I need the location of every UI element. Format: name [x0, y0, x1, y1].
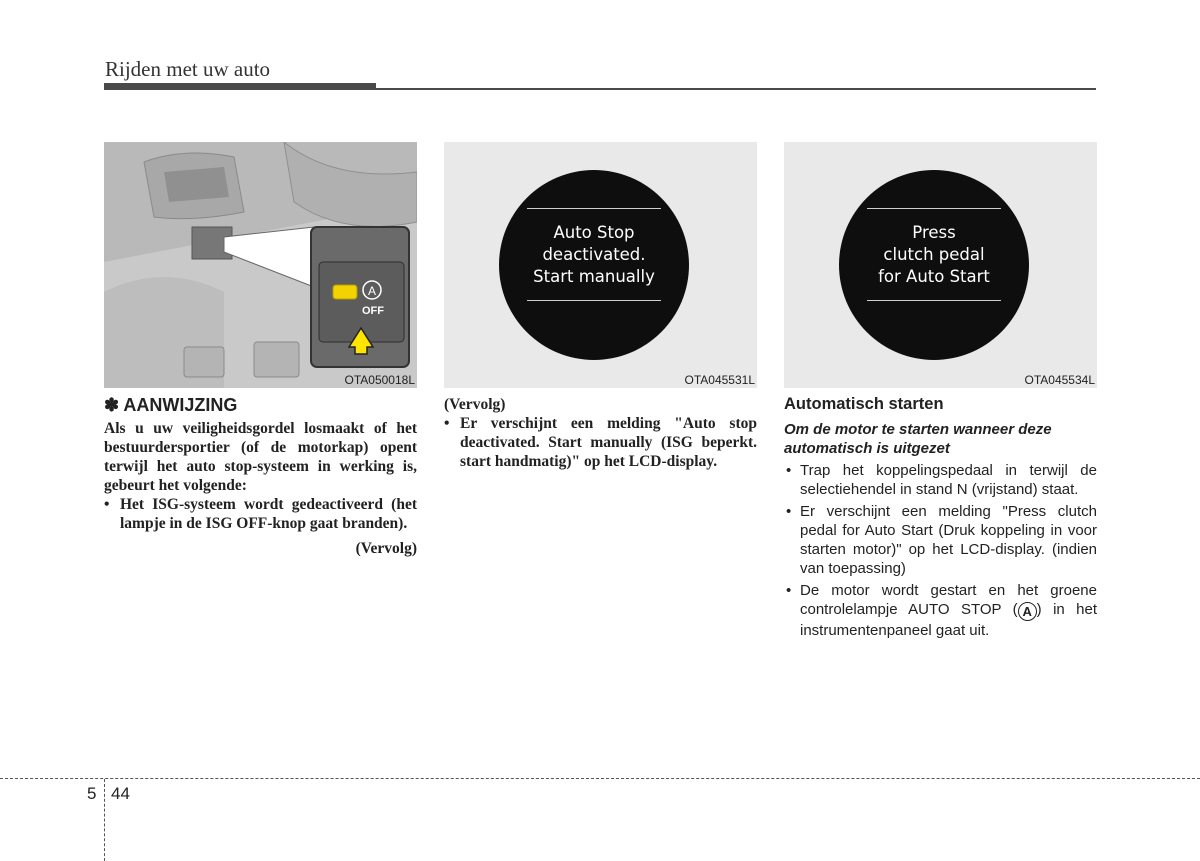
figure-isg-button [104, 142, 417, 388]
footer-rule [0, 778, 1200, 779]
dashboard-illustration [104, 142, 417, 388]
lcd-display [499, 170, 689, 360]
note-intro: Als u uw veiligheidsgordel losmaakt of het bestuurdersportier (of de motorkap) opent terwijl het auto stop-systeem in werking is, gebeurt het volgende: [104, 420, 417, 494]
lcd-message-bullet: • Er verschijnt een melding "Auto stop deactivated. Start manually (ISG beperkt. start handmatig)" op het LCD-display. [444, 414, 757, 471]
lcd-line-3: Start manually [533, 267, 655, 286]
continued-label: (Vervolg) [355, 540, 417, 557]
header-rule-thick [104, 83, 376, 90]
lcd-display [839, 170, 1029, 360]
note-bullet: • Het ISG-systeem wordt gedeactiveerd (het lampje in de ISG OFF-knop gaat branden). [104, 495, 417, 533]
isg-a-glyph: A [367, 284, 377, 298]
page-number: 44 [111, 784, 130, 803]
figure-code: OTA045534L [1024, 373, 1095, 387]
figure-code: OTA045531L [684, 373, 755, 387]
step-bullet-1: • Trap het koppelingspedaal in terwijl de selectiehendel in stand N (vrijstand) staat. [784, 461, 1097, 499]
step-bullet-3 [784, 581, 1097, 640]
footer-divider [104, 779, 105, 861]
lcd-line-2: deactivated. [542, 245, 646, 264]
step-bullet-2: • Er verschijnt een melding "Press clutch pedal for Auto Start (Druk koppeling in voor starten motor)" op het LCD-display. (indien van toepassing) [784, 502, 1097, 578]
section-heading: Automatisch starten [784, 395, 944, 413]
lcd-line-3: for Auto Start [878, 267, 990, 286]
header-title: Rijden met uw auto [105, 57, 271, 81]
figure-lcd-press-clutch [784, 142, 1097, 388]
auto-start-column [784, 395, 1097, 643]
lcd-line-1: Press [912, 223, 956, 242]
step-bullet-3-text-b: ) in het instrumentenpaneel gaat uit. [800, 601, 1098, 639]
figure-lcd-auto-stop [444, 142, 757, 388]
lcd-line-2: clutch pedal [883, 245, 985, 264]
auto-stop-icon: A [1018, 602, 1037, 621]
isg-off-label: OFF [362, 305, 384, 317]
header-rule-thin [376, 88, 1096, 90]
figure-code: OTA050018L [344, 373, 415, 387]
note-column [104, 395, 417, 558]
step-bullet-3-text-a: De motor wordt gestart en het groene controlelampje AUTO STOP ( [800, 582, 1097, 618]
continued-column [444, 395, 757, 471]
section-subheading: Om de motor te starten wanneer deze automatisch is uitgezet [784, 421, 1052, 457]
lcd-line-1: Auto Stop [553, 223, 635, 242]
note-heading: ✽ AANWIJZING [104, 395, 238, 415]
section-number: 5 [87, 784, 97, 803]
continued-label: (Vervolg) [444, 396, 506, 413]
